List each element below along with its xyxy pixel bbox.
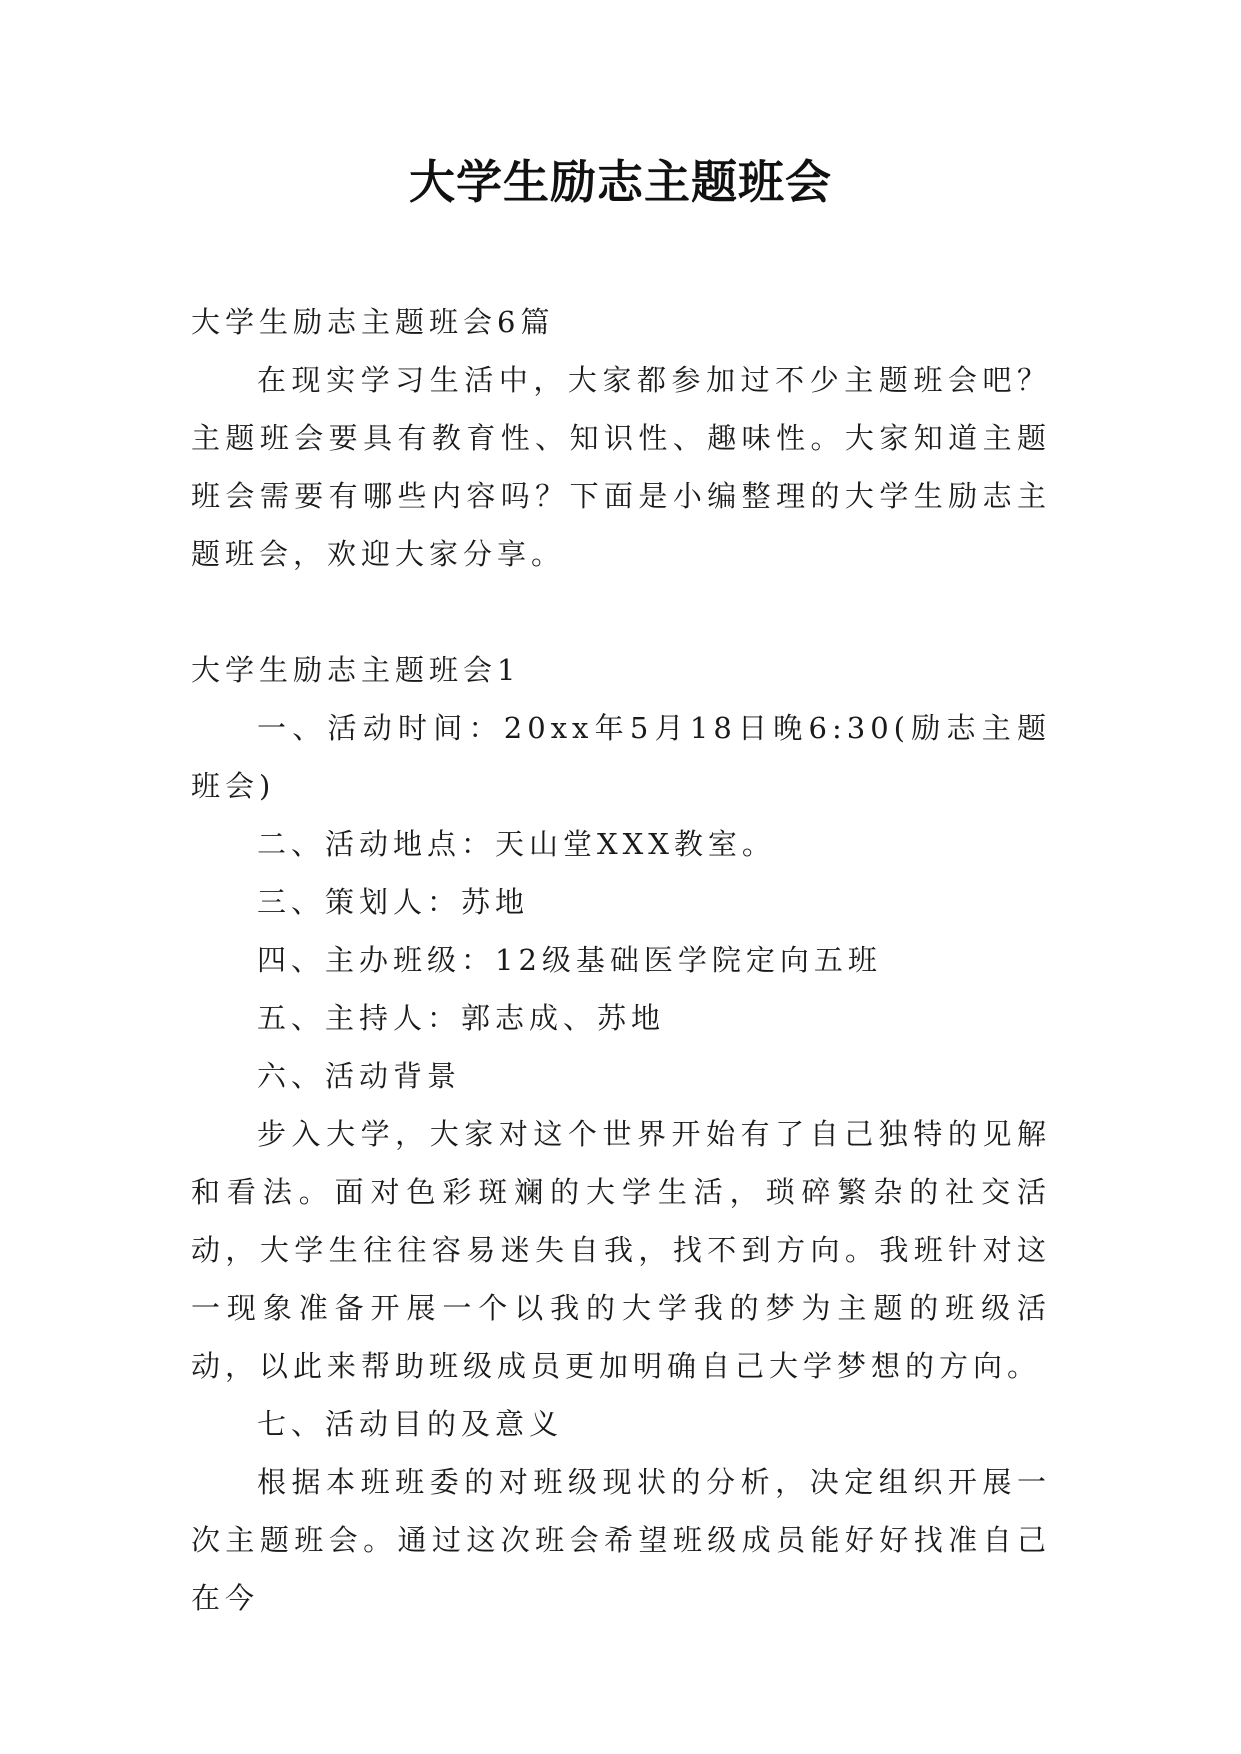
item-time: 一、活动时间：20xx年5月18日晚6:30(励志主题班会) (191, 711, 1051, 803)
item-organizer: 四、主办班级：12级基础医学院定向五班 (257, 943, 882, 977)
paragraph-gap (191, 583, 1051, 641)
item-place: 二、活动地点：天山堂XXX教室。 (257, 827, 776, 861)
section-heading: 大学生励志主题班会1 (191, 653, 521, 687)
page-title: 大学生励志主题班会 (409, 155, 832, 209)
document-body (191, 293, 1051, 1627)
intro-paragraph: 在现实学习生活中，大家都参加过不少主题班会吧？主题班会要具有教育性、知识性、趣味性。大家知道主题班会需要有哪些内容吗？下面是小编整理的大学生励志主题班会，欢迎大家分享。 (191, 363, 1051, 571)
subtitle: 大学生励志主题班会6篇 (191, 305, 555, 339)
background-heading: 六、活动背景 (257, 1059, 462, 1093)
item-host: 五、主持人：郭志成、苏地 (257, 1001, 666, 1035)
purpose-heading: 七、活动目的及意义 (257, 1407, 564, 1441)
purpose-paragraph: 根据本班班委的对班级现状的分析，决定组织开展一次主题班会。通过这次班会希望班级成员能好好找准自己在今 (191, 1465, 1051, 1615)
background-paragraph: 步入大学，大家对这个世界开始有了自己独特的见解和看法。面对色彩斑斓的大学生活，琐碎繁杂的社交活动，大学生往往容易迷失自我，找不到方向。我班针对这一现象准备开展一个以我的大学我的梦为主题的班级活动，以此来帮助班级成员更加明确自己大学梦想的方向。 (191, 1117, 1051, 1383)
item-planner: 三、策划人：苏地 (257, 885, 530, 919)
